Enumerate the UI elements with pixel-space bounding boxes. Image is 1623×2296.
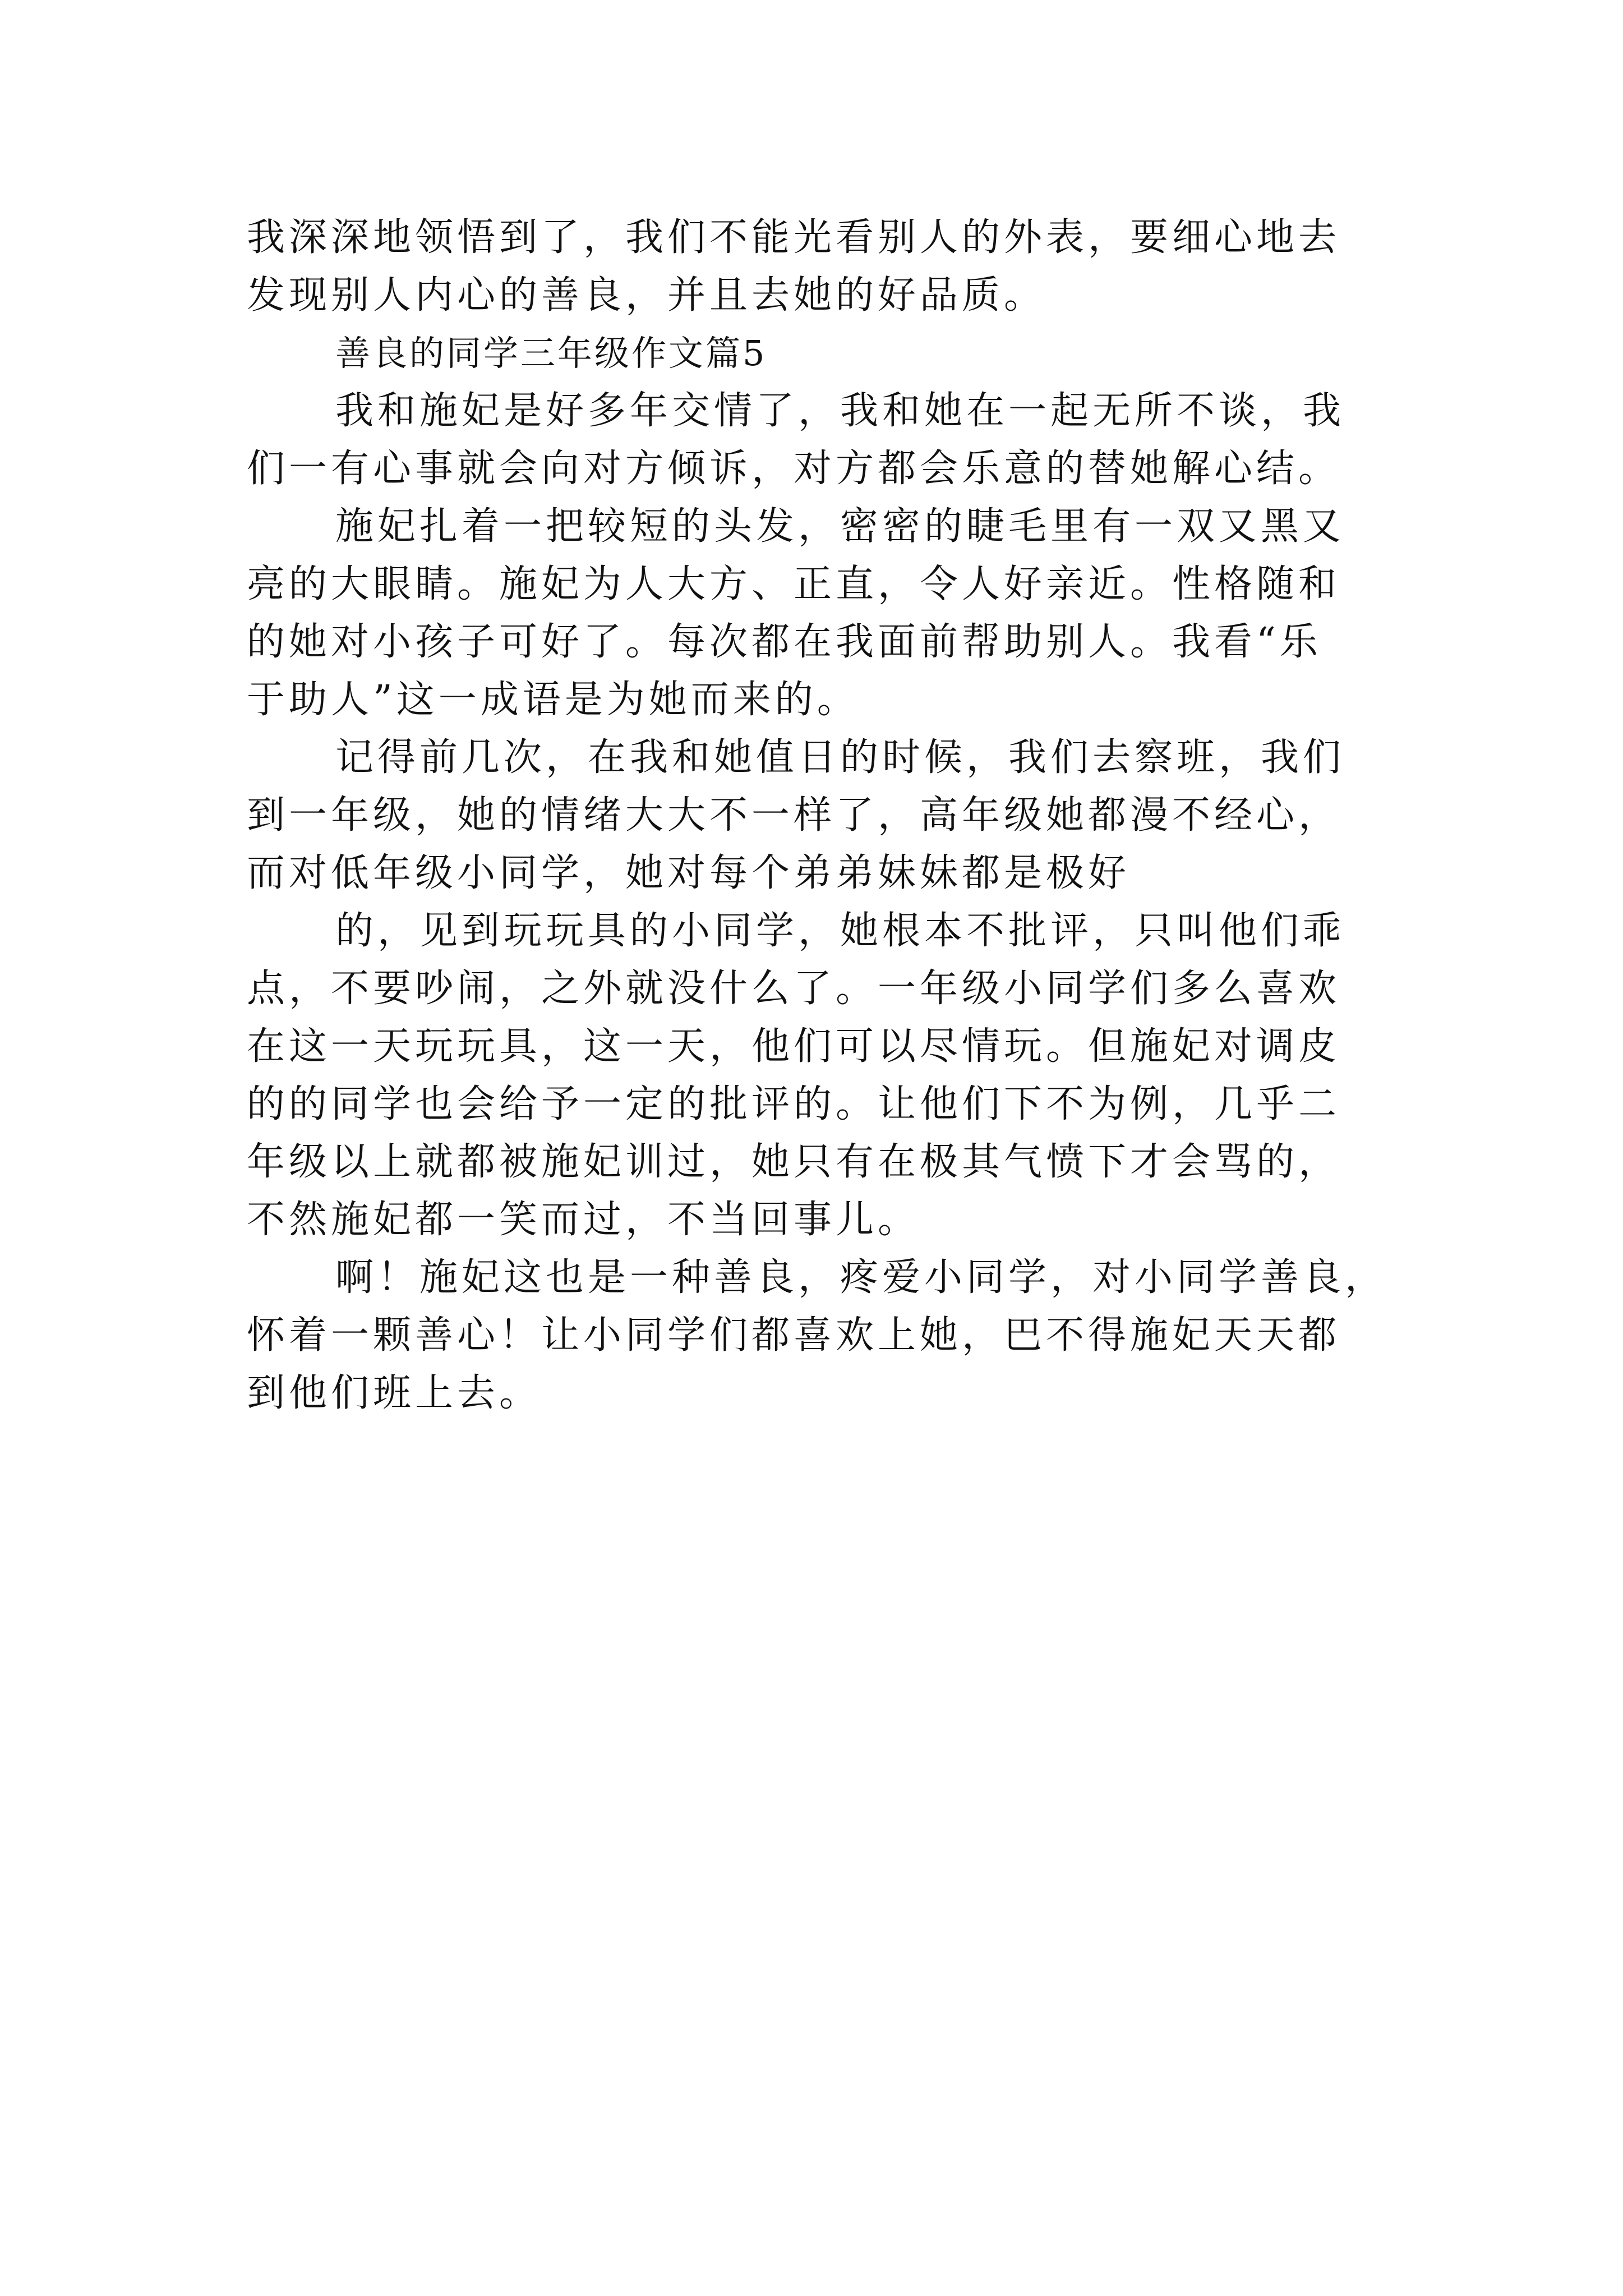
text-line: 怀着一颗善心！让小同学们都喜欢上她，巴不得施妃天天都 [247,1313,1341,1358]
text-line: 施妃扎着一把较短的头发，密密的睫毛里有一双又黑又 [335,504,1345,549]
text-line: 的的同学也会给予一定的批评的。让他们下不为例，几乎二 [247,1082,1341,1126]
text-line: 我和施妃是好多年交情了，我和她在一起无所不谈，我 [335,389,1345,433]
text-line: 我深深地领悟到了，我们不能光看别人的外表，要细心地去 [247,215,1341,260]
text-line: 到他们班上去。 [247,1371,542,1415]
text-line: 而对低年级小同学，她对每个弟弟妹妹都是极好 [247,851,1131,895]
text-line: 年级以上就都被施妃训过，她只有在极其气愤下才会骂的， [247,1140,1341,1184]
text-line: 亮的大眼睛。施妃为人大方、正直，令人好亲近。性格随和 [247,562,1341,606]
text-line: 不然施妃都一笑而过，不当回事儿。 [247,1198,920,1242]
essay-body [247,209,1391,1422]
text-line: 啊！施妃这也是一种善良，疼爱小同学，对小同学善良， [335,1255,1387,1300]
text-line: 记得前几次，在我和她值日的时候，我们去察班，我们 [335,735,1345,780]
text-line: 的，见到玩玩具的小同学，她根本不批评，只叫他们乖 [335,909,1345,953]
text-line: 发现别人内心的善良，并且去她的好品质。 [247,273,1046,318]
text-line: 于助人”这一成语是为她而来的。 [247,678,859,722]
essay-heading: 善良的同学三年级作文篇5 [335,333,767,374]
text-line: 们一有心事就会向对方倾诉，对方都会乐意的替她解心结。 [247,447,1341,491]
text-line: 点，不要吵闹，之外就没什么了。一年级小同学们多么喜欢 [247,967,1341,1011]
text-line: 在这一天玩玩具，这一天，他们可以尽情玩。但施妃对调皮 [247,1024,1341,1069]
text-line: 到一年级，她的情绪大大不一样了，高年级她都漫不经心， [247,793,1341,838]
text-line: 的她对小孩子可好了。每次都在我面前帮助别人。我看“乐 [247,620,1322,664]
